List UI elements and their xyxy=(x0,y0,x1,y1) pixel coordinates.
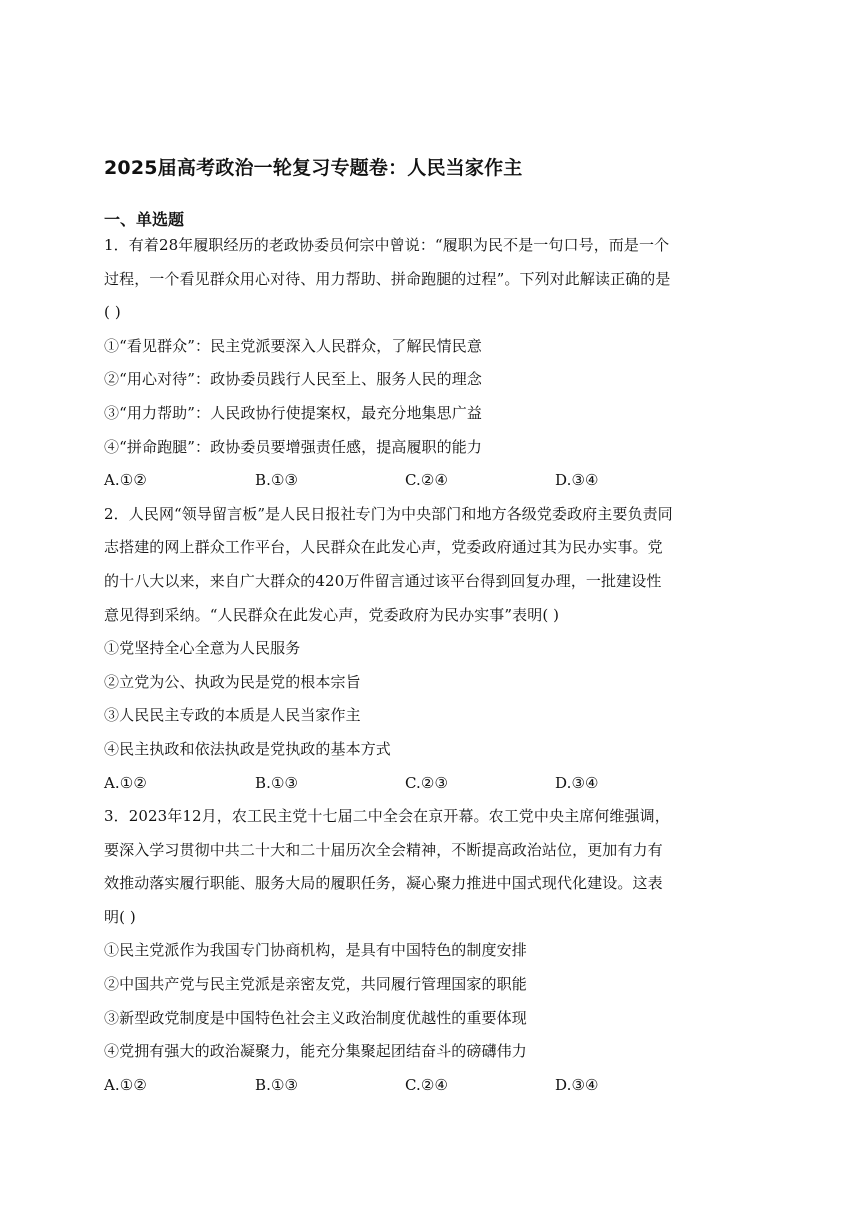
statement-option: ②立党为公、执政为民是党的根本宗旨 xyxy=(104,672,361,691)
statement-option: ③人民民主专政的本质是人民当家作主 xyxy=(104,706,361,725)
question-stem-line: 1．有着28年履职经历的老政协委员何宗中曾说：“履职为民不是一句口号，而是一个 xyxy=(104,236,670,254)
question-stem-line: 3．2023年12月，农工民主党十七届二中全会在京开幕。农工党中央主席何维强调， xyxy=(104,807,670,826)
statement-option: ②“用心对待”：政协委员践行人民至上、服务人民的理念 xyxy=(104,370,482,389)
question-list xyxy=(104,229,756,1102)
statement-option: ③新型政党制度是中国特色社会主义政治制度优越性的重要体现 xyxy=(104,1008,527,1027)
answer-choices xyxy=(104,464,756,498)
answer-choice-a: A.①② xyxy=(104,1075,147,1094)
question-3 xyxy=(104,800,756,1102)
statement-option: ①“看见群众”：民主党派要深入人民群众，了解民情民意 xyxy=(104,336,482,355)
answer-choice-d: D.③④ xyxy=(555,1075,599,1094)
question-1 xyxy=(104,229,756,498)
answer-choice-c: C.②③ xyxy=(405,773,449,792)
question-stem-line: 意见得到采纳。“人民群众在此发心声，党委政府为民办实事”表明( ) xyxy=(104,605,560,624)
question-stem-line: 2．人民网“领导留言板”是人民日报社专门为中央部门和地方各级党委政府主要负责同 xyxy=(104,504,673,523)
statement-option: ③“用力帮助”：人民政协行使提案权，最充分地集思广益 xyxy=(104,403,482,422)
answer-choice-b: B.①③ xyxy=(255,471,299,490)
answer-choice-c: C.②④ xyxy=(405,1075,449,1094)
answer-choice-b: B.①③ xyxy=(255,1075,299,1094)
answer-choices xyxy=(104,1069,756,1103)
question-stem-line: 效推动落实履行职能、服务大局的履职任务，凝心聚力推进中国式现代化建设。这表 xyxy=(104,874,663,893)
answer-choice-d: D.③④ xyxy=(555,471,599,490)
answer-choice-a: A.①② xyxy=(104,773,147,792)
answer-choice-c: C.②④ xyxy=(405,471,449,490)
page-title: 2025届高考政治一轮复习专题卷：人民当家作主 xyxy=(104,157,523,179)
answer-choice-d: D.③④ xyxy=(555,773,599,792)
answer-choice-b: B.①③ xyxy=(255,773,299,792)
statement-option: ④“拼命跑腿”：政协委员要增强责任感，提高履职的能力 xyxy=(104,437,482,456)
question-stem-line: ( ) xyxy=(104,303,121,322)
statement-option: ④党拥有强大的政治凝聚力，能充分集聚起团结奋斗的磅礴伟力 xyxy=(104,1042,527,1061)
answer-choice-a: A.①② xyxy=(104,471,147,490)
question-stem-line: 明( ) xyxy=(104,907,136,926)
question-stem-line: 志搭建的网上群众工作平台，人民群众在此发心声，党委政府通过其为民办实事。党 xyxy=(104,538,663,557)
section-heading: 一、单选题 xyxy=(104,210,185,229)
question-2 xyxy=(104,498,756,800)
statement-option: ④民主执政和依法执政是党执政的基本方式 xyxy=(104,739,391,758)
question-stem-line: 的十八大以来，来自广大群众的420万件留言通过该平台得到回复办理，一批建设性 xyxy=(104,571,662,590)
statement-option: ②中国共产党与民主党派是亲密友党，共同履行管理国家的职能 xyxy=(104,975,527,994)
question-stem-line: 过程，一个看见群众用心对待、用力帮助、拼命跑腿的过程”。下列对此解读正确的是 xyxy=(104,269,671,288)
statement-option: ①党坚持全心全意为人民服务 xyxy=(104,639,301,658)
question-stem-line: 要深入学习贯彻中共二十大和二十届历次全会精神，不断提高政治站位，更加有力有 xyxy=(104,840,663,859)
statement-option: ①民主党派作为我国专门协商机构，是具有中国特色的制度安排 xyxy=(104,941,527,960)
answer-choices xyxy=(104,767,756,801)
